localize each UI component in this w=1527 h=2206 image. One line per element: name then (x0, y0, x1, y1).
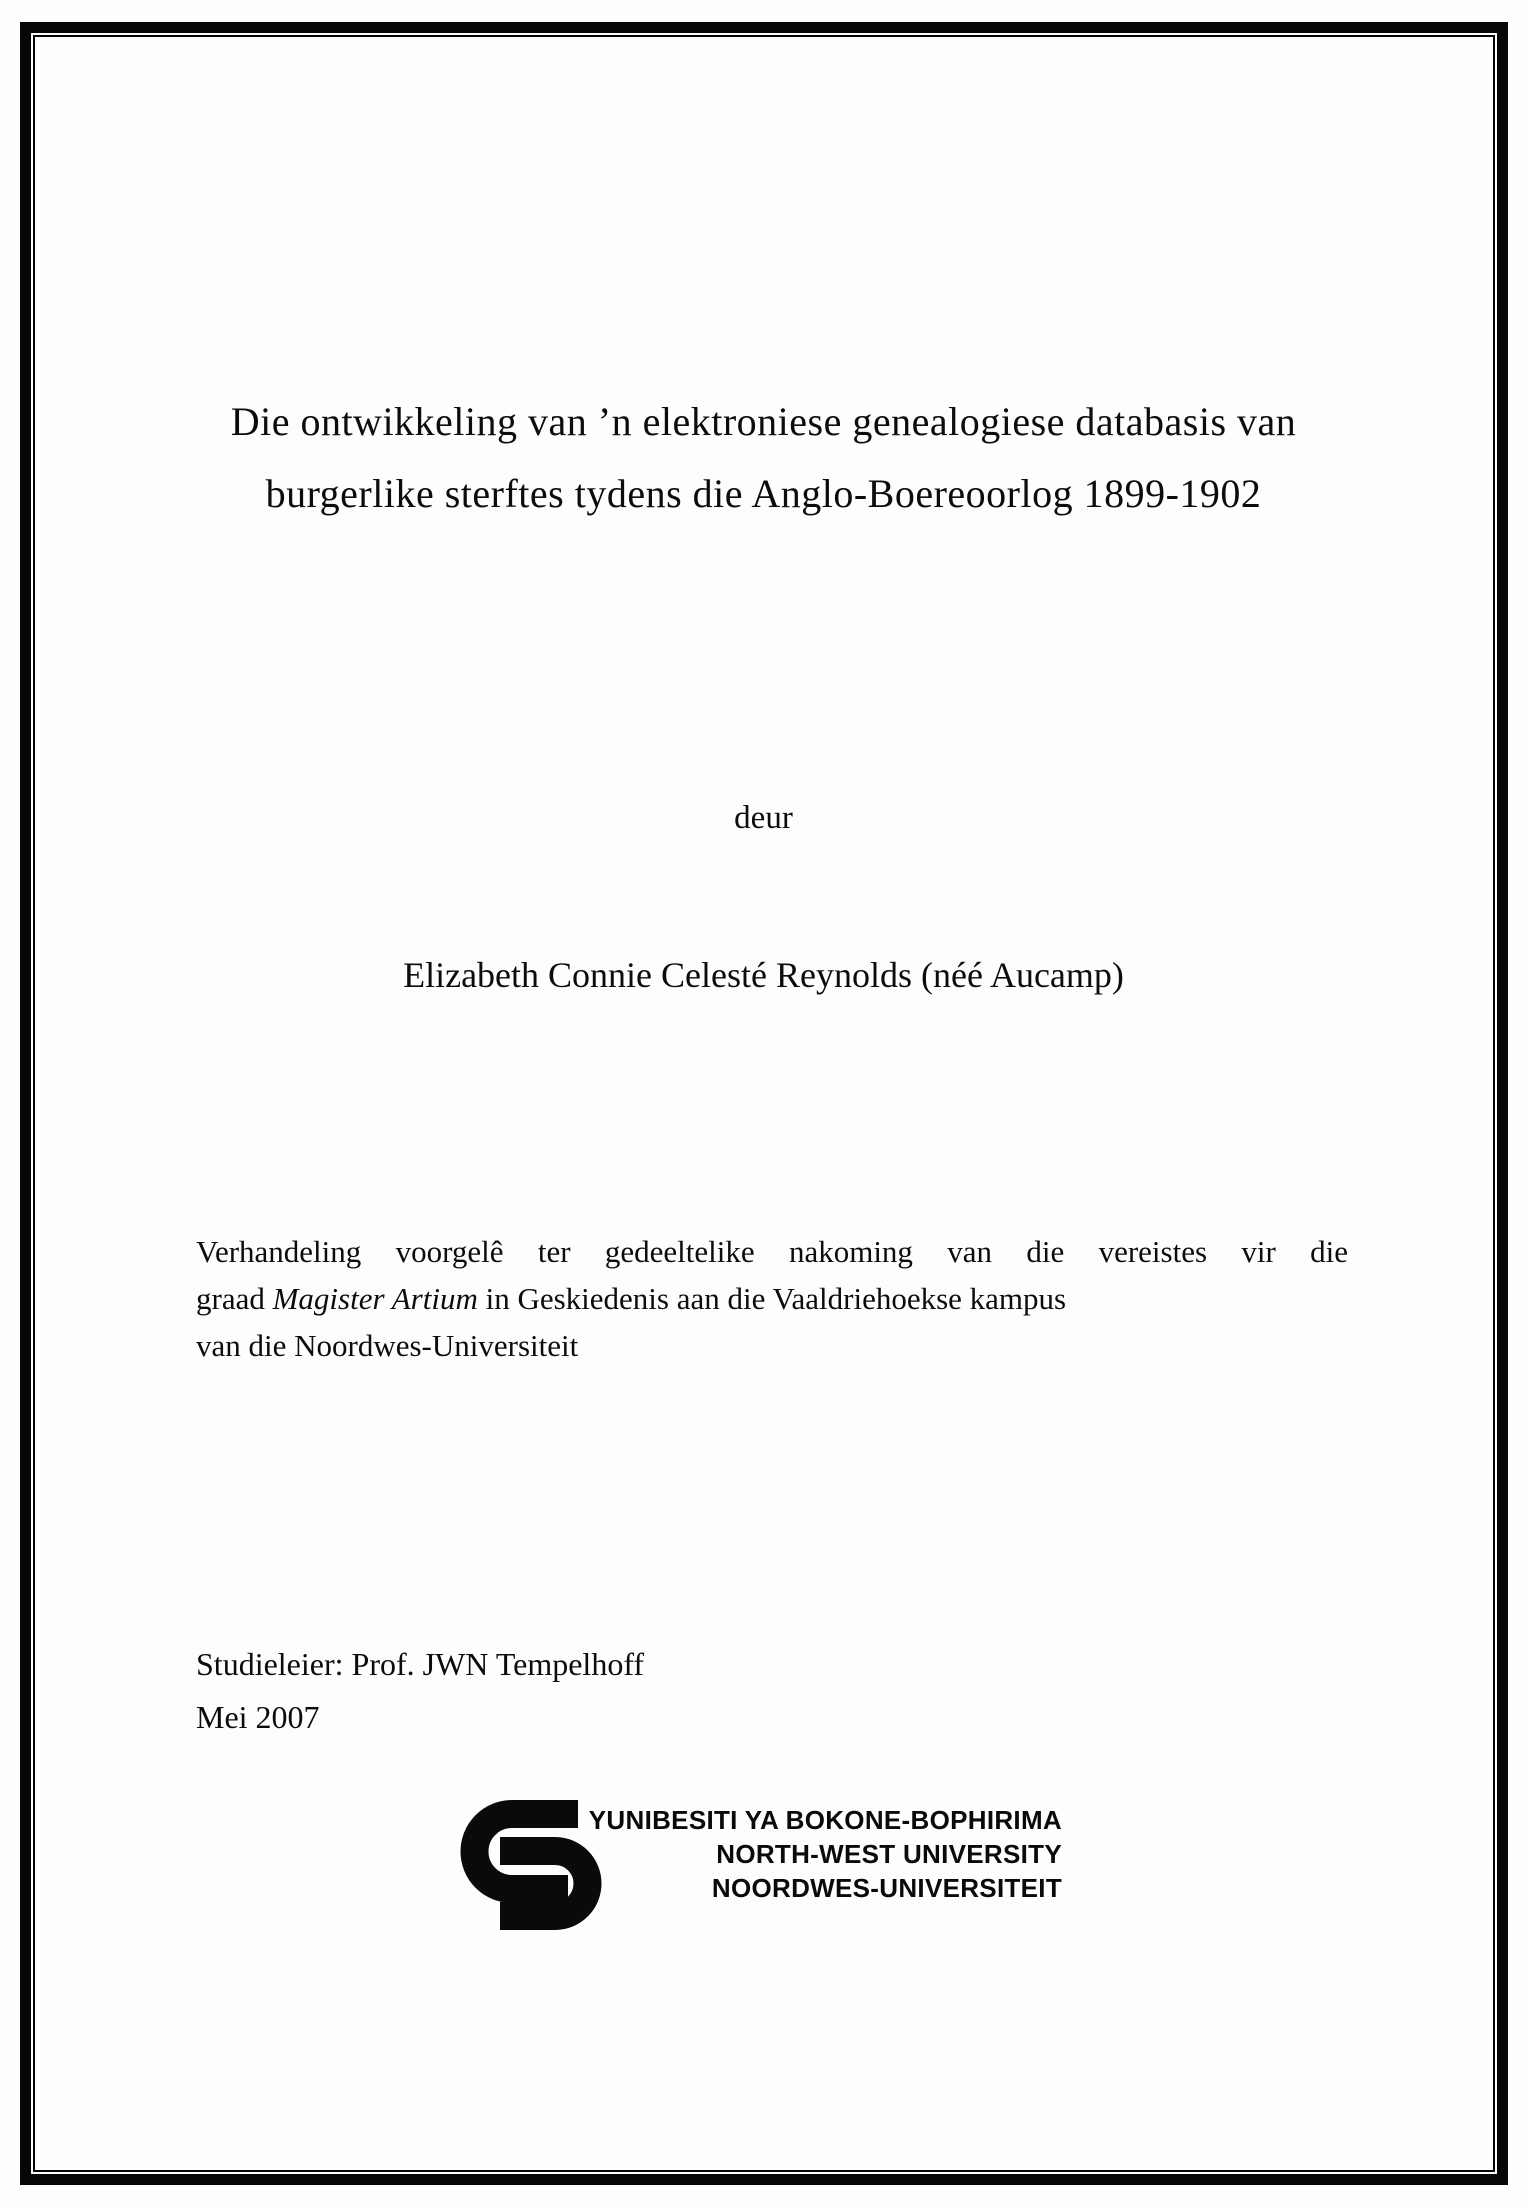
university-logo (460, 1798, 1080, 1938)
description-line-2-suffix: in Geskiedenis aan die Vaaldriehoekse kampus (477, 1281, 1067, 1316)
description-line-1: Verhandeling voorgelê ter gedeeltelike nakoming van die vereistes vir die (196, 1234, 1348, 1269)
logo-text-english: NORTH-WEST UNIVERSITY (716, 1839, 1062, 1869)
date-line: Mei 2007 (196, 1699, 320, 1735)
supervisor-line: Studieleier: Prof. JWN Tempelhoff (196, 1646, 645, 1682)
university-logo-text (560, 1803, 1062, 1905)
author-name: Elizabeth Connie Celesté Reynolds (néé Aucamp) (403, 955, 1124, 995)
logo-text-afrikaans: NOORDWES-UNIVERSITEIT (711, 1873, 1062, 1903)
description-degree-name: Magister Artium (272, 1281, 478, 1316)
thesis-title-line-1: Die ontwikkeling van ’n elektroniese genealogiese databasis van (230, 399, 1297, 444)
description-line-2-prefix: graad (196, 1281, 273, 1316)
description-line-2 (196, 1275, 1348, 1322)
thesis-description (196, 1228, 1348, 1369)
logo-text-setswana: YUNIBESITI YA BOKONE-BOPHIRIMA (588, 1805, 1062, 1835)
thesis-title-line-2: burgerlike sterftes tydens die Anglo-Boereoorlog 1899-1902 (265, 471, 1262, 516)
byline-deur-label: deur (734, 800, 793, 836)
description-line-3: van die Noordwes-Universiteit (196, 1328, 579, 1363)
